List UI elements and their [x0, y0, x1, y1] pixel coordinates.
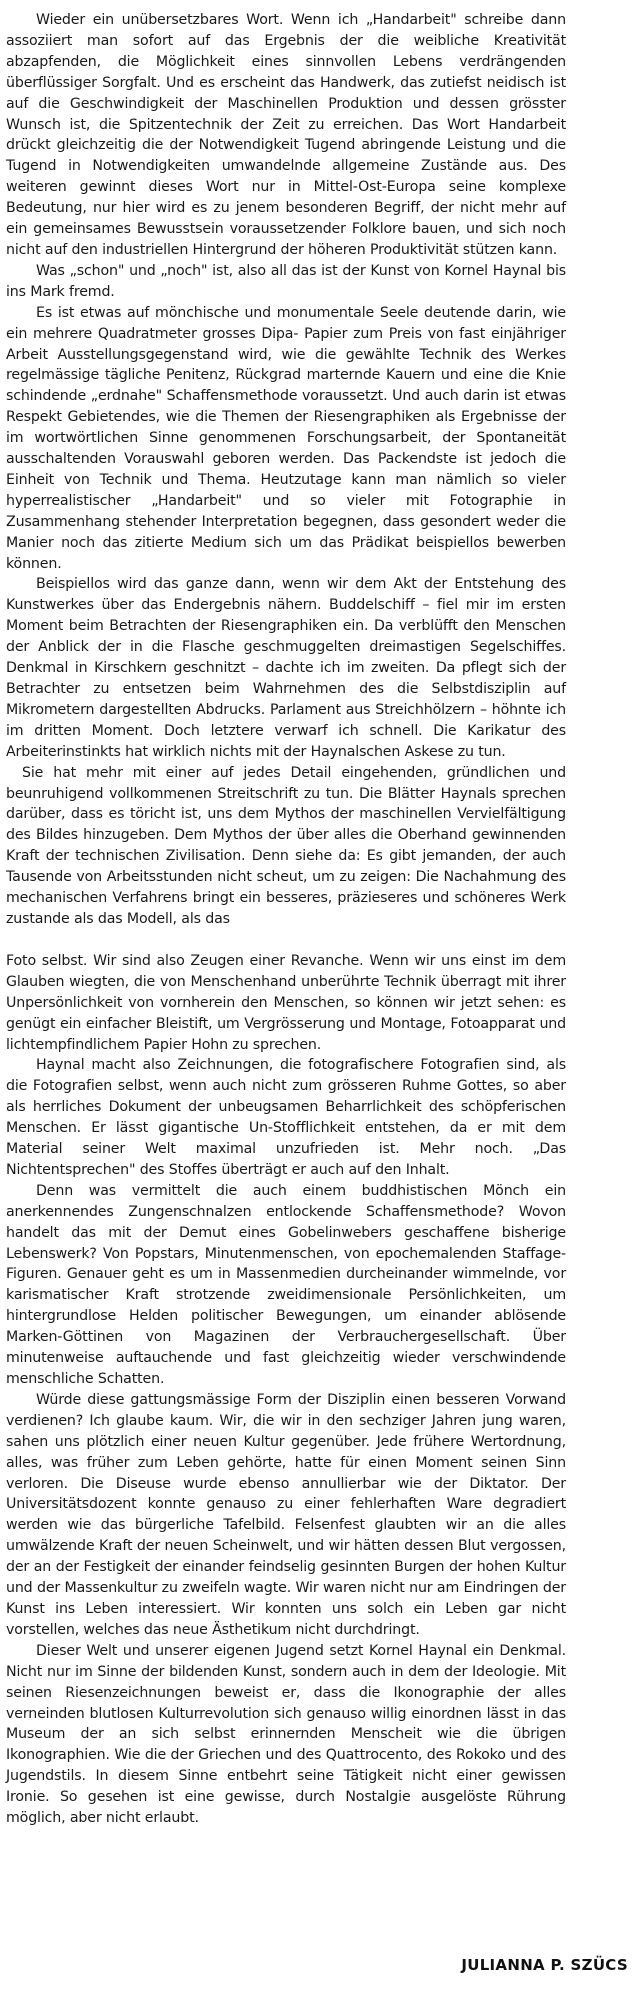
- paragraph: Haynal macht also Zeichnungen, die fotografischere Fotografien sind, als die Fotografien selbst, wenn auch nicht zum grösseren Ruhme Gottes, so aber als herrliches Dokument der unbeugsamen Beharrlichkeit des schöpferischen Menschen. Er lässt gigantische Un-Stofflichkeit entstehen, da er mit dem Material seiner Welt maximal unzufrieden ist. Mehr noch. „Das Nichtentsprechen" des Stoffes überträgt er auch auf den Inhalt.: [6, 1057, 566, 1178]
- author-signature: JULIANNA P. SZÜCS: [461, 1956, 628, 1974]
- paragraph: Sie hat mehr mit einer auf jedes Detail eingehenden, gründlichen und beunruhigend vollkommenen Streitschrift zu tun. Die Blätter Haynals sprechen darüber, dass es töricht ist, uns dem Mythos der maschinellen Vervielfältigung des Bildes hinzugeben. Dem Mythos der über alles die Oberhand gewinnenden Kraft der technischen Zivilisation. Denn siehe da: Es gibt jemanden, der auch Tausende von Arbeitsstunden nicht scheut, um zu zeigen: Die Nachahmung des mechanischen Verfahrens bringt ein besseres, präzieseres und schöneres Werk zustande als das Modell, als das: [6, 764, 566, 927]
- paragraph: Denn was vermittelt die auch einem buddhistischen Mönch ein anerkennendes Zungenschnalzen entlockende Schaffensmethode? Wovon handelt das mit der Demut eines Gobelinwebers geschaffene bisherige Lebenswerk? Von Popstars, Minutenmenschen, von epochemalenden Staffage-Figuren. Genauer geht es um in Massenmedien durcheinander wimmelnde, vor karismatischer Kraft strotzende zweidimensionale Persönlichkeiten, um hintergrundlose Helden politischer Bewegungen, um einander ablösende Marken-Göttinen von Magazinen der Verbrauchergesellschaft. Über minutenweise auftauchende und fast gleichzeitig wieder verschwindende menschliche Schatten.: [6, 1182, 566, 1387]
- paragraph: Würde diese gattungsmässige Form der Disziplin einen besseren Vorwand verdienen? Ich glaube kaum. Wir, die wir in den sechziger Jahren jung waren, sahen uns plötzlich einer neuen Kultur gegenüber. Jede frühere Wertordnung, alles, was früher zum Leben gehörte, hatte für einen Moment seinen Sinn verloren. Die Diseuse wurde ebenso annullierbar wie der Diktator. Der Universitätsdozent konnte genauso zu einer fehlerhaften Ware degradiert werden wie das bürgerliche Tafelbild. Felsenfest glaubten wir an die alles umwälzende Kraft der neuen Scheinwelt, und wir hätten dessen Blut vergossen, der an der Festigkeit der einander feindselig gesinnten Burgen der hohen Kultur und der Massenkultur zu zweifeln wagte. Wir waren nicht nur am Eindringen der Kunst ins Leben interessiert. Wir konnten uns solch ein Leben gar nicht vorstellen, welches das neue Ästhetikum nicht durchdringt.: [6, 1391, 566, 1638]
- paragraph: Es ist etwas auf mönchische und monumentale Seele deutende darin, wie ein mehrere Quadratmeter grosses Dipa- Papier zum Preis von fast einjähriger Arbeit Ausstellungsgegenstand wird, wie die gewählte Technik des Werkes regelmässige tägliche Penitenz, Rückgrad marternde Kauern und eine die Knie schindende „erdnahe" Schaffensmethode voraussetzt. Und auch darin ist etwas Respekt Gebietendes, wie die Themen der Riesengraphiken als Ergebnisse der im wortwörtlichen Sinne genommenen Forschungsarbeit, der Spontaneität ausschaltenden Vorauswahl geboren werden. Das Packendste ist jedoch die Einheit von Technik und Thema. Heutzutage kann man nämlich so vieler hyperrealistischer „Handarbeit" und so vieler mit Fotographie in Zusammenhang stehender Interpretation begegnen, dass gesondert weder die Manier noch das zitierte Medium sich um das Prädikat beispiellos bewerben können.: [6, 304, 566, 572]
- paragraph: Foto selbst. Wir sind also Zeugen einer Revanche. Wenn wir uns einst im dem Glauben wiegten, die von Menschenhand unberührte Technik überragt mit ihrer Unpersönlichkeit von vornherein den Menschen, so können wir jetzt sehen: es genügt ein einfacher Bleistift, um Vergrösserung und Montage, Fotoapparat und lichtempfindlichem Papier Hohn zu sprechen.: [6, 952, 566, 1053]
- paragraph: Wieder ein unübersetzbares Wort. Wenn ich „Handarbeit" schreibe dann assoziiert man sofort auf das Ergebnis der die weibliche Kreativität abzapfenden, die Möglichkeit eines sinnvollen Lebens verdrängenden überflüssiger Sorgfalt. Und es erscheint das Handwerk, das zutiefst neidisch ist auf die Geschwindigkeit der Maschinellen Produktion und dessen grösster Wunsch ist, die Spitzentechnik der Zeit zu erreichen. Das Wort Handarbeit drückt gleichzeitig die der Notwendigkeit Tugend abringende Leistung und die Tugend in Notwendigkeiten umwandelnde allgemeine Zustände aus. Des weiteren gewinnt dieses Wort nur in Mittel-Ost-Europa seine komplexe Bedeutung, nur hier wird es zu jenem besonderen Begriff, der nicht mehr auf ein gemeinsames Bewusstsein voraussetzender Folklore bauen, und sich noch nicht auf den industriellen Hintergrund der höheren Produktivität stützen kann.: [6, 12, 566, 258]
- paragraph: Was „schon" und „noch" ist, also all das ist der Kunst von Kornel Haynal bis ins Mark fremd.: [6, 262, 566, 300]
- paragraph: Dieser Welt und unserer eigenen Jugend setzt Kornel Haynal ein Denkmal. Nicht nur im Sinne der bildenden Kunst, sondern auch in dem der Ideologie. Mit seinen Riesenzeichnungen beweist er, dass die Ikonographie der alles verneinden blutlosen Kulturrevolution sich genauso willig einordnen lässt in das Museum der an sich selbst erinnernden Menscheit wie die übrigen Ikonographien. Wie die der Griechen und des Quattrocento, des Rokoko und des Jugendstils. In diesem Sinne entbehrt seine Tätigkeit nicht einer gewissen Ironie. So gesehen ist eine gewisse, durch Nostalgie ausgelöste Rührung möglich, aber nicht erlaubt.: [6, 1642, 566, 1827]
- article-body: [6, 10, 566, 1829]
- paragraph: Beispiellos wird das ganze dann, wenn wir dem Akt der Entstehung des Kunstwerkes über das Endergebnis nähern. Buddelschiff – fiel mir im ersten Moment beim Betrachten der Riesengraphiken ein. Da verblüfft den Menschen der Anblick der in die Flasche geschmuggelten dreimastigen Segelschiffes. Denkmal in Kirschkern geschnitzt – dachte ich im zweiten. Da pflegt sich der Betrachter zu entsetzen beim Wahrnehmen des die Selbstdisziplin auf Mikrometern dargestellten Abdrucks. Parlament aus Streichhölzern – höhnte ich im dritten Moment. Doch letztere verwarf ich schnell. Die Karikatur des Arbeiterinstinkts hat wirklich nichts mit der Haynalschen Askese zu tun.: [6, 576, 566, 760]
